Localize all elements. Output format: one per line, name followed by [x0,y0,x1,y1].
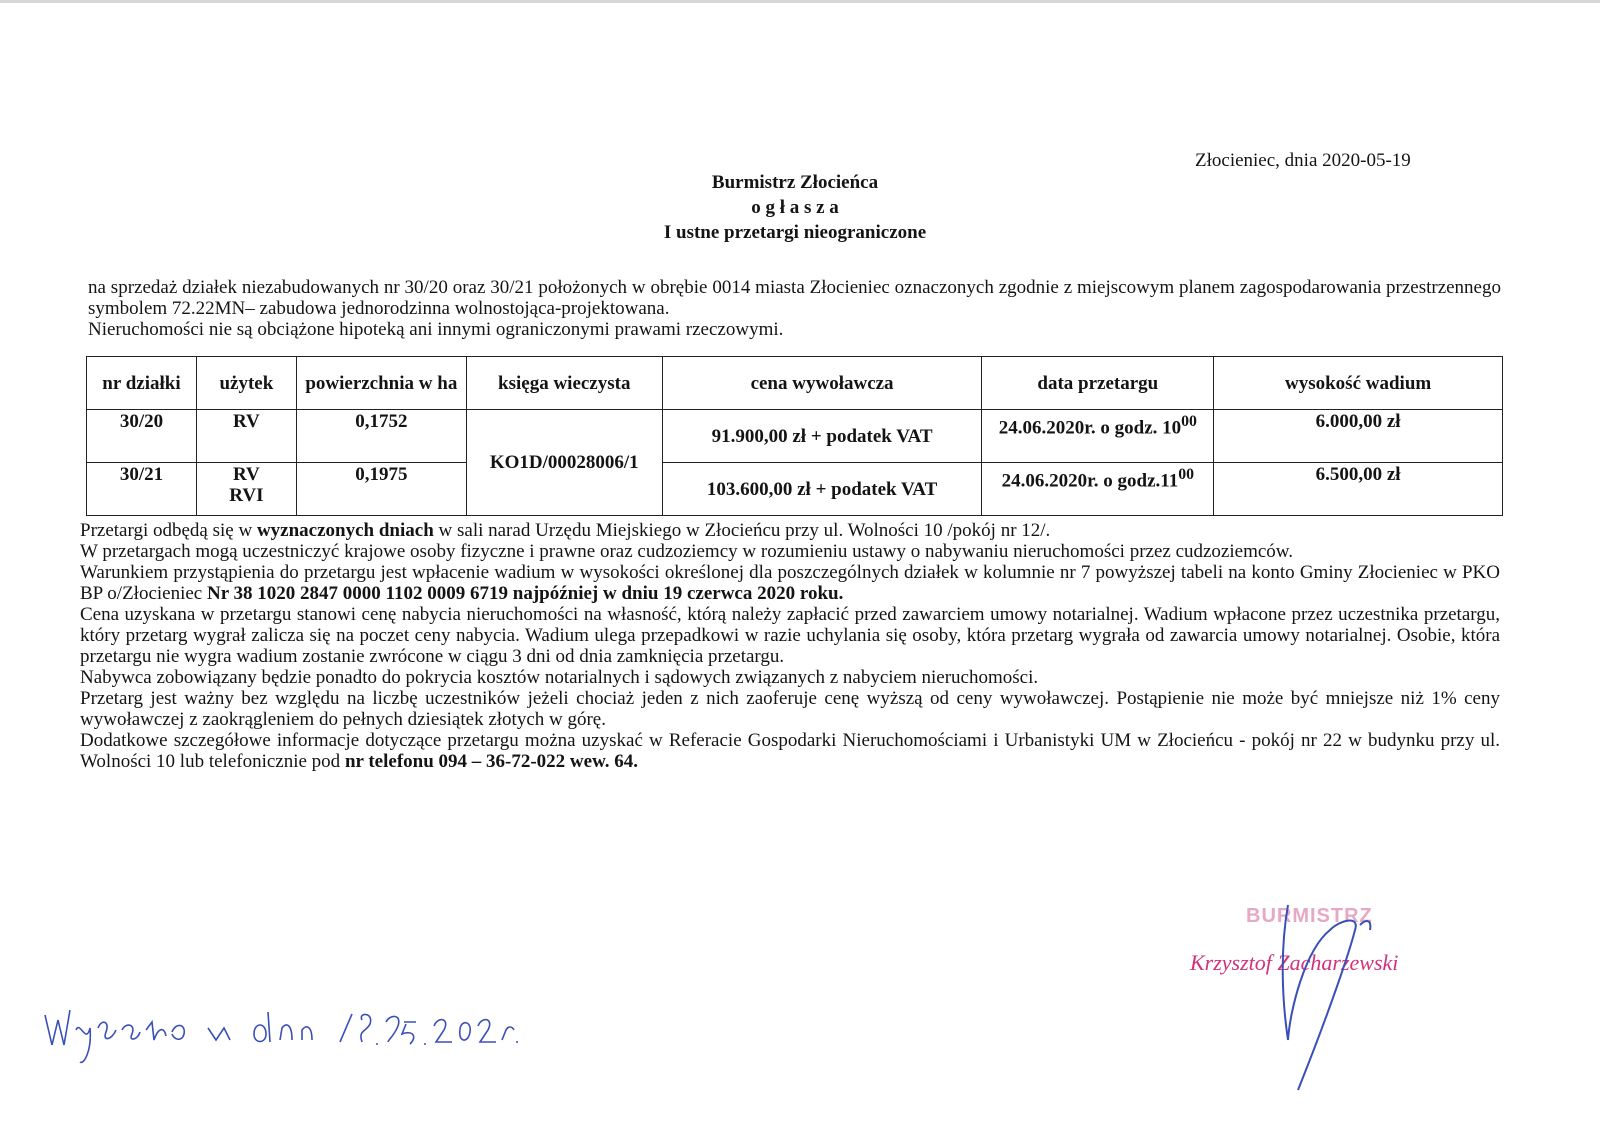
table-row [87,410,1503,463]
starting-price: 91.900,00 zł + podatek VAT [662,410,982,463]
plots-table [86,356,1503,516]
handwriting-stroke [340,1014,518,1044]
starting-price: 103.600,00 zł + podatek VAT [662,463,982,516]
column-header: księga wieczysta [466,357,662,410]
auction-terms [80,520,1500,772]
column-header: wysokość wadium [1214,357,1503,410]
intro-paragraph: na sprzedaż działek niezabudowanych nr 30/20 oraz 30/21 położonych w obrębie 0014 miasta Złocieniec oznaczonych zgodnie z miejscowym planem zagospodarowania przestrzennego symbolem 72.22MN– zabudowa jednorodzinna wolnostojąca-projektowana. [88,277,1501,319]
auction-date-text: 24.06.2020r. o godz.11 [1001,470,1179,492]
stamp-name: Krzysztof Zacharzewski [1190,950,1399,975]
auction-date [982,410,1214,463]
text-segment: w sali narad Urzędu Miejskiego w Złocieńcu przy ul. Wolności 10 /pokój nr 12/. [433,520,1051,541]
auction-date [982,463,1214,516]
column-header: data przetargu [982,357,1214,410]
costs-paragraph: Nabywca zobowiązany będzie ponadto do pokrycia kosztów notarialnych i sądowych związanych z nabyciem nieruchomości. [80,667,1039,688]
price-paragraph: Cena uzyskana w przetargu stanowi cenę nabycia nieruchomości na własność, którą należy zapłacić przed zawarciem umowy notarialnej. Wadium wpłacone przez uczestnika przetargu, który przetarg wygrał zalicza się na poczet ceny nabycia. Wadium ulega przepadkowi w razie uchylania się osoby, która przetarg wygrała od zawarcia umowy notarialnej. Osobie, która przetargu nie wygra wadium zostanie zwrócone w ciągu 3 dni od dnia zamknięcia przetargu. [80,604,1500,667]
land-use-class: RVI [229,485,264,506]
date-line: Złocieniec, dnia 2020-05-19 [1195,150,1411,171]
column-header: powierzchnia w ha [296,357,466,410]
announcement-header [595,170,995,245]
contact-paragraph [80,730,1500,772]
auction-location-paragraph [80,520,1500,541]
header-issuer: Burmistrz Złocieńca [711,172,879,193]
validity-paragraph: Przetarg jest ważny bez względu na liczbę uczestników jeżeli chociaż jeden z nich zaoferuje cenę wyższą od ceny wywoławczej. Postąpienie nie może być mniejsze niż 1% ceny wywoławczej z zaokrągleniem do pełnych dziesiątek złotych w górę. [80,688,1500,730]
plot-area: 0,1752 [296,410,466,463]
bank-account: Nr 38 1020 2847 0000 1102 0009 6719 najpóźniej w dniu 19 czerwca 2020 roku. [207,583,844,604]
plot-area: 0,1975 [296,463,466,516]
signature-stroke [1283,905,1371,1090]
plot-number: 30/21 [87,463,197,516]
stamp-title: BURMISTRZ [1246,905,1373,927]
land-use-class: RV [233,464,260,485]
land-register: KO1D/00028006/1 [466,410,662,516]
scan-edge [0,0,1600,3]
table-row [87,463,1503,516]
header-subject: I ustne przetargi nieograniczone [663,222,927,243]
table-header-row [87,357,1503,410]
text-emphasis: wyznaczonych dniach [256,520,434,541]
eligibility-paragraph: W przetargach mogą uczestniczyć krajowe osoby fizyczne i prawne oraz cudzoziemcy w rozumieniu ustawy o nabywaniu nieruchomości przez cudzoziemców. [80,541,1294,562]
column-header: użytek [196,357,296,410]
land-use [196,463,296,516]
auction-time-minutes: 00 [1178,466,1195,483]
plot-number: 30/20 [87,410,197,463]
land-use [196,410,296,463]
handwriting-stroke [45,1010,184,1062]
header-announces: o g ł a s z a [751,197,839,218]
handwriting-stroke [208,1012,312,1042]
signature-image [1210,890,1440,1105]
text-segment: Dodatkowe szczegółowe informacje dotyczące przetargu można uzyskać w Referacie Gospodarki Nieruchomościami i Urbanistyki UM w Złocieńcu - pokój nr 22 w budynku przy ul. Wolności 10 lub telefonicznie pod [80,730,1500,772]
land-use-class: RV [233,411,260,432]
column-header: cena wywoławcza [662,357,982,410]
deposit-paragraph [80,562,1500,604]
deposit-amount: 6.000,00 zł [1214,410,1503,463]
text-segment: Warunkiem przystąpienia do przetargu jest wpłacenie wadium w wysokości określonej dla poszczególnych działek w kolumnie nr 7 powyższej tabeli na konto Gminy Złocieniec w PKO BP o/Złocieniec [80,562,1500,604]
column-header: nr działki [87,357,197,410]
deposit-amount: 6.500,00 zł [1214,463,1503,516]
auction-date-text: 24.06.2020r. o godz. 10 [998,417,1182,439]
intro-text [88,277,1501,340]
text-segment: Przetargi odbędą się w [80,520,257,541]
auction-time-minutes: 00 [1181,413,1197,430]
phone-number: nr telefonu 094 – 36-72-022 wew. 64. [344,751,639,772]
handwritten-posting-note [40,1000,520,1070]
encumbrance-note: Nieruchomości nie są obciążone hipoteką ani innymi ograniczonymi prawami rzeczowymi. [88,319,784,340]
